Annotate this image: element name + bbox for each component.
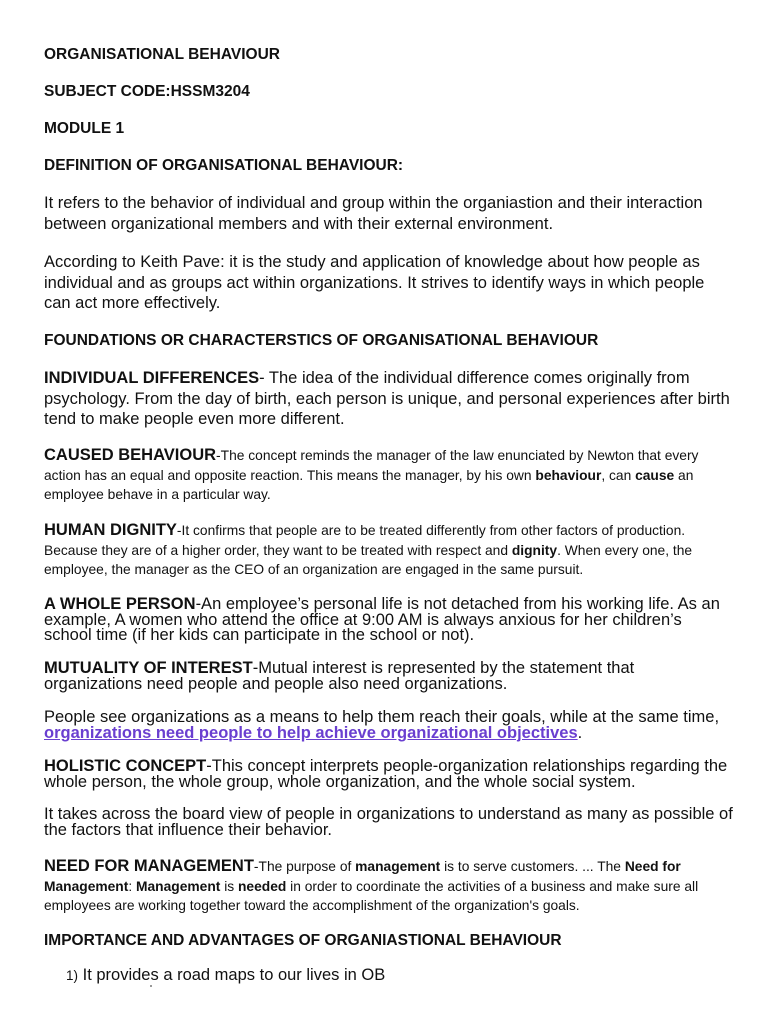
management-text-2: is to serve customers. ... The	[440, 859, 625, 874]
management-text-4: is	[220, 878, 238, 894]
list-item	[66, 965, 726, 987]
definition-para-2: According to Keith Pave: it is the study and application of knowledge about how people as individual and as groups act within organizations. It strives to identify ways in which people can act more effectively.	[44, 253, 705, 312]
foundations-heading: FOUNDATIONS OR CHARACTERSTICS OF ORGANISATIONAL BEHAVIOUR	[44, 332, 599, 349]
mutuality-of-interest	[44, 661, 734, 692]
whole-person-text: -An employee’s personal life is not detached from his working life. As an example, A women who attend the office at 9:00 AM is always anxious for her children’s school time (if her kids can participate in the school or not).	[44, 595, 720, 644]
term-human-dignity: HUMAN DIGNITY	[44, 521, 177, 539]
management-text-1: -The purpose of	[253, 859, 356, 874]
term-holistic-concept: HOLISTIC CONCEPT	[44, 757, 207, 775]
management-text-3: :	[128, 878, 137, 894]
subject-code: SUBJECT CODE:HSSM3204	[44, 83, 250, 100]
management-text-5: in order to coordinate the activities of a business and make sure all employees are working together toward the accomplishment of the organization's goals.	[44, 878, 699, 913]
module-label: MODULE 1	[44, 120, 125, 137]
list-item-text: It provides a road maps to our lives in OB	[82, 966, 386, 984]
holistic-text: -This concept interprets people-organization relationships regarding the whole person, the whole group, whole organization, and the whole social system.	[44, 757, 728, 791]
caused-text-3: an employee behave in a particular way.	[44, 467, 694, 502]
caused-text-1: -The concept reminds the manager of the law enunciated by Newton that every action has an equal and opposite reaction. This means the manager, by his own	[44, 448, 699, 483]
holistic-concept	[44, 759, 734, 790]
term-whole-person: A WHOLE PERSON	[44, 595, 196, 613]
cut-off-text-fragment	[150, 985, 152, 987]
caused-bold-2: cause	[635, 467, 675, 483]
mutuality-para-2	[44, 710, 734, 741]
dignity-text-2: . When every one, the employee, the manager as the CEO of an organization are engaged in the same pursuit.	[44, 542, 693, 577]
whole-person	[44, 597, 734, 644]
mutuality-para2-pre: People see organizations as a means to help them reach their goals, while at the same time,	[44, 708, 720, 726]
holistic-para-2: It takes across the board view of people in organizations to understand as many as possible of the factors that influence their behavior.	[44, 805, 733, 839]
human-dignity	[44, 521, 734, 580]
importance-heading: IMPORTANCE AND ADVANTAGES OF ORGANIASTIONAL BEHAVIOUR	[44, 932, 562, 949]
caused-bold-1: behaviour	[535, 467, 602, 483]
organizations-objectives-link[interactable]: organizations need people to help achieve organizational objectives	[44, 723, 578, 742]
term-mutuality-of-interest: MUTUALITY OF INTEREST	[44, 659, 253, 677]
individual-differences-text: - The idea of the individual difference comes originally from psychology. From the day of birth, each person is unique, and personal experiences after birth tend to make people even more different.	[44, 369, 730, 428]
management-bold-2: Need for Management	[44, 859, 681, 894]
mutuality-para2-post: .	[577, 723, 583, 742]
mutuality-text: -Mutual interest is represented by the statement that organizations need people and people also need organizations.	[44, 659, 635, 693]
caused-text-2: , can	[601, 467, 636, 483]
term-need-for-management: NEED FOR MANAGEMENT	[44, 857, 254, 875]
management-bold-1: management	[355, 859, 441, 874]
individual-differences	[44, 368, 734, 430]
caused-behaviour	[44, 446, 734, 505]
definition-heading: DEFINITION OF ORGANISATIONAL BEHAVIOUR:	[44, 157, 404, 174]
dignity-bold-1: dignity	[511, 542, 558, 558]
management-bold-3: Management	[136, 878, 221, 894]
list-item-number: 1)	[66, 968, 79, 983]
definition-para-1: It refers to the behavior of individual and group within the organiastion and their interaction between organizational members and with their external environment.	[44, 194, 703, 233]
doc-title: ORGANISATIONAL BEHAVIOUR	[44, 46, 280, 63]
need-for-management	[44, 857, 734, 916]
term-caused-behaviour: CAUSED BEHAVIOUR	[44, 446, 217, 464]
dignity-text-1: -It confirms that people are to be treated differently from other factors of production. Because they are of a higher order, they want to be treated with respect and	[44, 523, 686, 558]
term-individual-differences: INDIVIDUAL DIFFERENCES	[44, 369, 260, 387]
management-bold-4: needed	[238, 878, 287, 894]
